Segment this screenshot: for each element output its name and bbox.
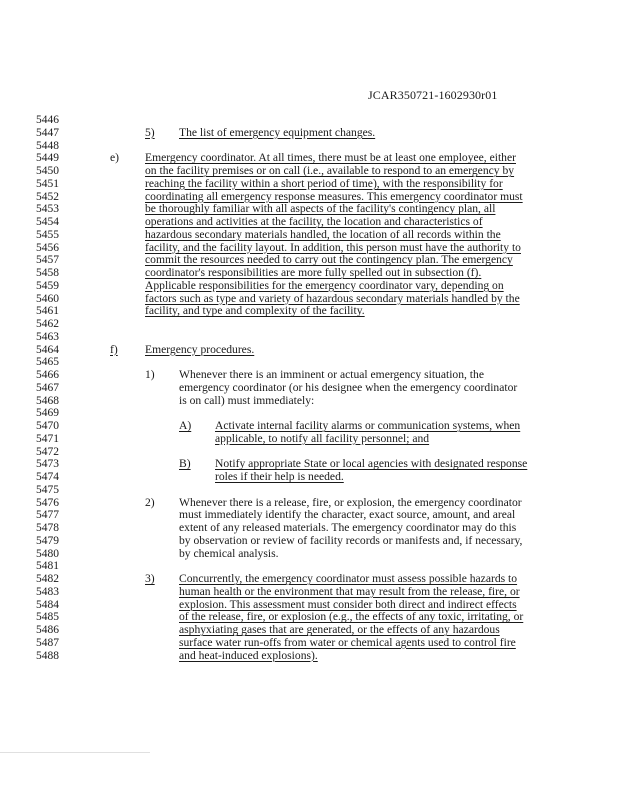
line-number: 5467 (36, 381, 59, 394)
text-line: reaching the facility within a short period of time), with the responsibility for (145, 176, 503, 190)
text-line: facility, and type and complexity of the facility. (145, 304, 365, 318)
line-number: 5459 (36, 279, 59, 292)
section-e-marker: e) (110, 151, 120, 165)
line-number: 5463 (36, 330, 59, 343)
line-number: 5481 (36, 560, 59, 573)
line-number: 5448 (36, 139, 59, 152)
line-number: 5455 (36, 228, 59, 241)
item-f2-body (179, 497, 522, 561)
line-number: 5480 (36, 547, 59, 560)
text-line: Emergency coordinator. At all times, there must be at least one employee, either (145, 151, 516, 165)
item-f1a-marker: A) (179, 419, 192, 432)
item-f3-marker: 3) (145, 572, 155, 585)
text-line: must immediately identify the character, exact source, amount, and areal (179, 508, 516, 522)
line-number: 5454 (36, 216, 59, 228)
line-number: 5458 (36, 267, 59, 279)
line-number: 5472 (36, 445, 59, 458)
item-f1-body (179, 369, 517, 407)
text-line: operations and activities at the facility, the location and characteristics of (145, 215, 483, 228)
item-f1b-marker: B) (179, 457, 191, 471)
item-f1b-body (215, 458, 527, 484)
section-f-marker: f) (110, 342, 118, 356)
text-line: extent of any released materials. The emergency coordinator may do this (179, 521, 517, 534)
text-line: coordinating all emergency response measures. This emergency coordinator must (145, 189, 523, 203)
text-line: asphyxiating gases that are generated, or the effects of any hazardous (179, 623, 500, 636)
line-number: 5485 (36, 611, 59, 624)
line-number: 5468 (36, 394, 59, 407)
line-number: 5465 (36, 356, 59, 369)
line-number: 5471 (36, 432, 59, 445)
line-number: 5451 (36, 177, 59, 190)
text-line: roles if their help is needed. (215, 470, 344, 483)
text-line: Notify appropriate State or local agencies with designated response (215, 457, 528, 471)
line-number: 5450 (36, 165, 59, 177)
text-line: Whenever there is an imminent or actual emergency situation, the (179, 368, 484, 381)
text-line: by chemical analysis. (179, 546, 279, 560)
text-line: coordinator's responsibilities are more fully spelled out in subsection (f). (145, 266, 482, 279)
line-number: 5446 (36, 114, 59, 126)
line-number: 5447 (36, 126, 59, 139)
text-line: human health or the environment that may result from the release, fire, or (179, 584, 520, 598)
section-e-body (145, 152, 523, 318)
text-line: applicable, to notify all facility personnel; and (215, 431, 430, 445)
text-line: surface water run-offs from water or chemical agents used to control fire (179, 635, 516, 649)
line-number: 5476 (36, 496, 59, 509)
text-line: Activate internal facility alarms or communication systems, when (215, 419, 521, 432)
line-number: 5477 (36, 509, 59, 522)
text-line: emergency coordinator (or his designee when the emergency coordinator (179, 380, 518, 394)
text-line: is on call) must immediately: (179, 393, 315, 407)
line-number: 5457 (36, 254, 59, 267)
text-line: and heat-induced explosions). (179, 648, 318, 662)
line-number: 5470 (36, 420, 59, 432)
text-line: by observation or review of facility records or manifests and, if necessary, (179, 533, 523, 547)
line-number: 5466 (36, 369, 59, 381)
section-f-title: Emergency procedures. (145, 342, 255, 356)
line-number: 5453 (36, 203, 59, 216)
line-number: 5473 (36, 458, 59, 471)
line-number-gutter (36, 114, 76, 662)
text-line: hazardous secondary materials handled, the location of all records within the (145, 227, 501, 241)
document-code-header: JCAR350721-1602930r01 (368, 88, 498, 102)
line-number: 5488 (36, 649, 59, 662)
line-number: 5487 (36, 636, 59, 649)
text-line: of the release, fire, or explosion (e.g., the effects of any toxic, irritating, or (179, 610, 524, 624)
text-line: on the facility premises or on call (i.e., available to respond to an emergency by (145, 164, 515, 177)
line-number: 5461 (36, 305, 59, 318)
line-number: 5462 (36, 318, 59, 330)
text-line: be thoroughly familiar with all aspects of the facility's contingency plan, all (145, 202, 496, 216)
line-number: 5474 (36, 471, 59, 483)
footer-rule (0, 752, 150, 753)
line-number: 5456 (36, 241, 59, 254)
item-f1-marker: 1) (145, 368, 155, 381)
item-5-text: The list of emergency equipment changes. (179, 125, 376, 139)
line-number: 5469 (36, 407, 59, 420)
line-number: 5449 (36, 152, 59, 165)
line-number: 5475 (36, 483, 59, 496)
item-f3-body (179, 573, 523, 662)
text-line: factors such as type and variety of hazardous secondary materials handled by the (145, 291, 520, 305)
text-line: facility, and the facility layout. In addition, this person must have the authority to (145, 240, 521, 254)
line-number: 5482 (36, 573, 59, 585)
line-number: 5483 (36, 585, 59, 598)
text-line: explosion. This assessment must consider both direct and indirect effects (179, 597, 517, 611)
line-number: 5478 (36, 522, 59, 534)
line-number: 5460 (36, 292, 59, 305)
line-number: 5464 (36, 343, 59, 356)
line-number: 5484 (36, 598, 59, 611)
line-number: 5479 (36, 534, 59, 547)
item-5-marker: 5) (145, 125, 155, 139)
item-f1a-body (215, 420, 520, 446)
item-f2-marker: 2) (145, 495, 155, 509)
text-line: Whenever there is a release, fire, or explosion, the emergency coordinator (179, 495, 522, 509)
line-number: 5486 (36, 624, 59, 636)
text-line: Applicable responsibilities for the emergency coordinator vary, depending on (145, 278, 504, 292)
text-line: Concurrently, the emergency coordinator must assess possible hazards to (179, 572, 518, 585)
line-number: 5452 (36, 190, 59, 203)
text-line: commit the resources needed to carry out the contingency plan. The emergency (145, 253, 513, 267)
